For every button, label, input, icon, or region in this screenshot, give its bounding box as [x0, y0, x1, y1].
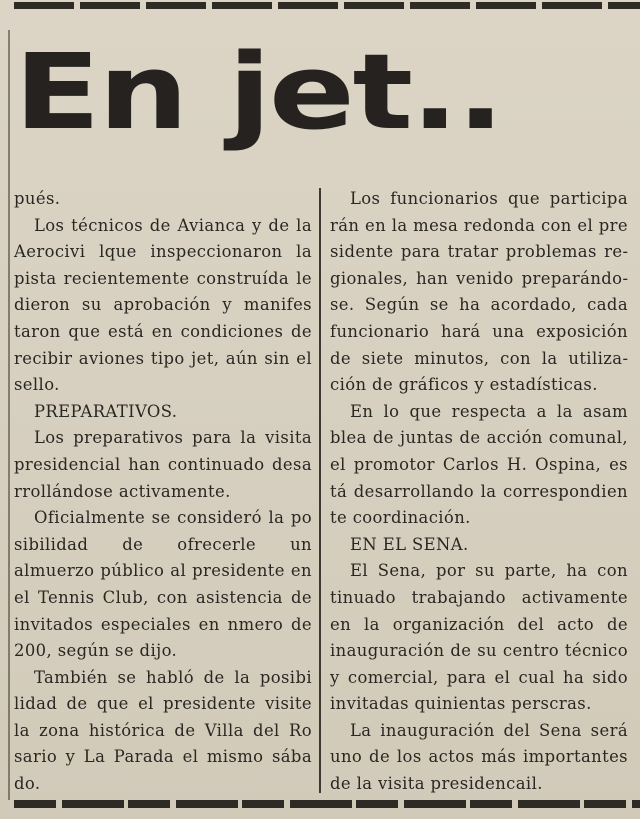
paragraph: El Sena, por su parte, ha con tinuado trabajando activamente en la organización del acto de inauguración de su centro técnico y comercial, para el cual ha sido invitadas quinientas perscras.	[330, 561, 628, 714]
paragraph: Los preparativos para la visita presidencial han continuado desa rrollándose activamente.	[14, 428, 312, 501]
paragraph: La inauguración del Sena será uno de los actos más importantes de la visita presidencail.	[330, 720, 628, 794]
headline: En jet..	[14, 31, 503, 153]
column-divider	[319, 188, 321, 793]
paragraph: Los técnicos de Avianca y de la Aerocivi lque inspeccionaron la pista recientemente construída le dieron su aprobación y manifes taron que está en condiciones de recibir aviones tipo jet, aún sin el sello.	[14, 215, 312, 395]
paragraph: pués.	[14, 189, 61, 208]
left-edge-line	[8, 30, 10, 800]
top-rule	[14, 2, 640, 9]
left-column	[14, 186, 312, 798]
paragraph: En lo que respecta a la asam blea de juntas de acción comunal, el promotor Carlos H. Ospina, es tá desarrollando la correspondien te coordinación.	[330, 401, 628, 528]
right-column	[330, 186, 628, 798]
section-heading-en-el-sena: EN EL SENA.	[350, 534, 469, 554]
section-heading-preparativos: PREPARATIVOS.	[34, 401, 178, 421]
paragraph: También se habló de la posibi lidad de que el presidente visite la zona histórica de Villa del Ro sario y La Parada el mismo sába do.	[14, 667, 312, 794]
paragraph: Los funcionarios que participa rán en la mesa redonda con el pre sidente para tratar problemas regionales, han venido preparándose. Según se ha acordado, cada funcionario hará una exposición de siete minutos, con la utilización de gráficos y estadísticas.	[330, 189, 628, 395]
paragraph: Oficialmente se consideró la po sibilidad de ofrecerle un almuerzo público al presidente en el Tennis Club, con asistencia de invitados especiales en nmero de 200, según se dijo.	[14, 508, 312, 661]
bottom-rule	[14, 800, 640, 808]
